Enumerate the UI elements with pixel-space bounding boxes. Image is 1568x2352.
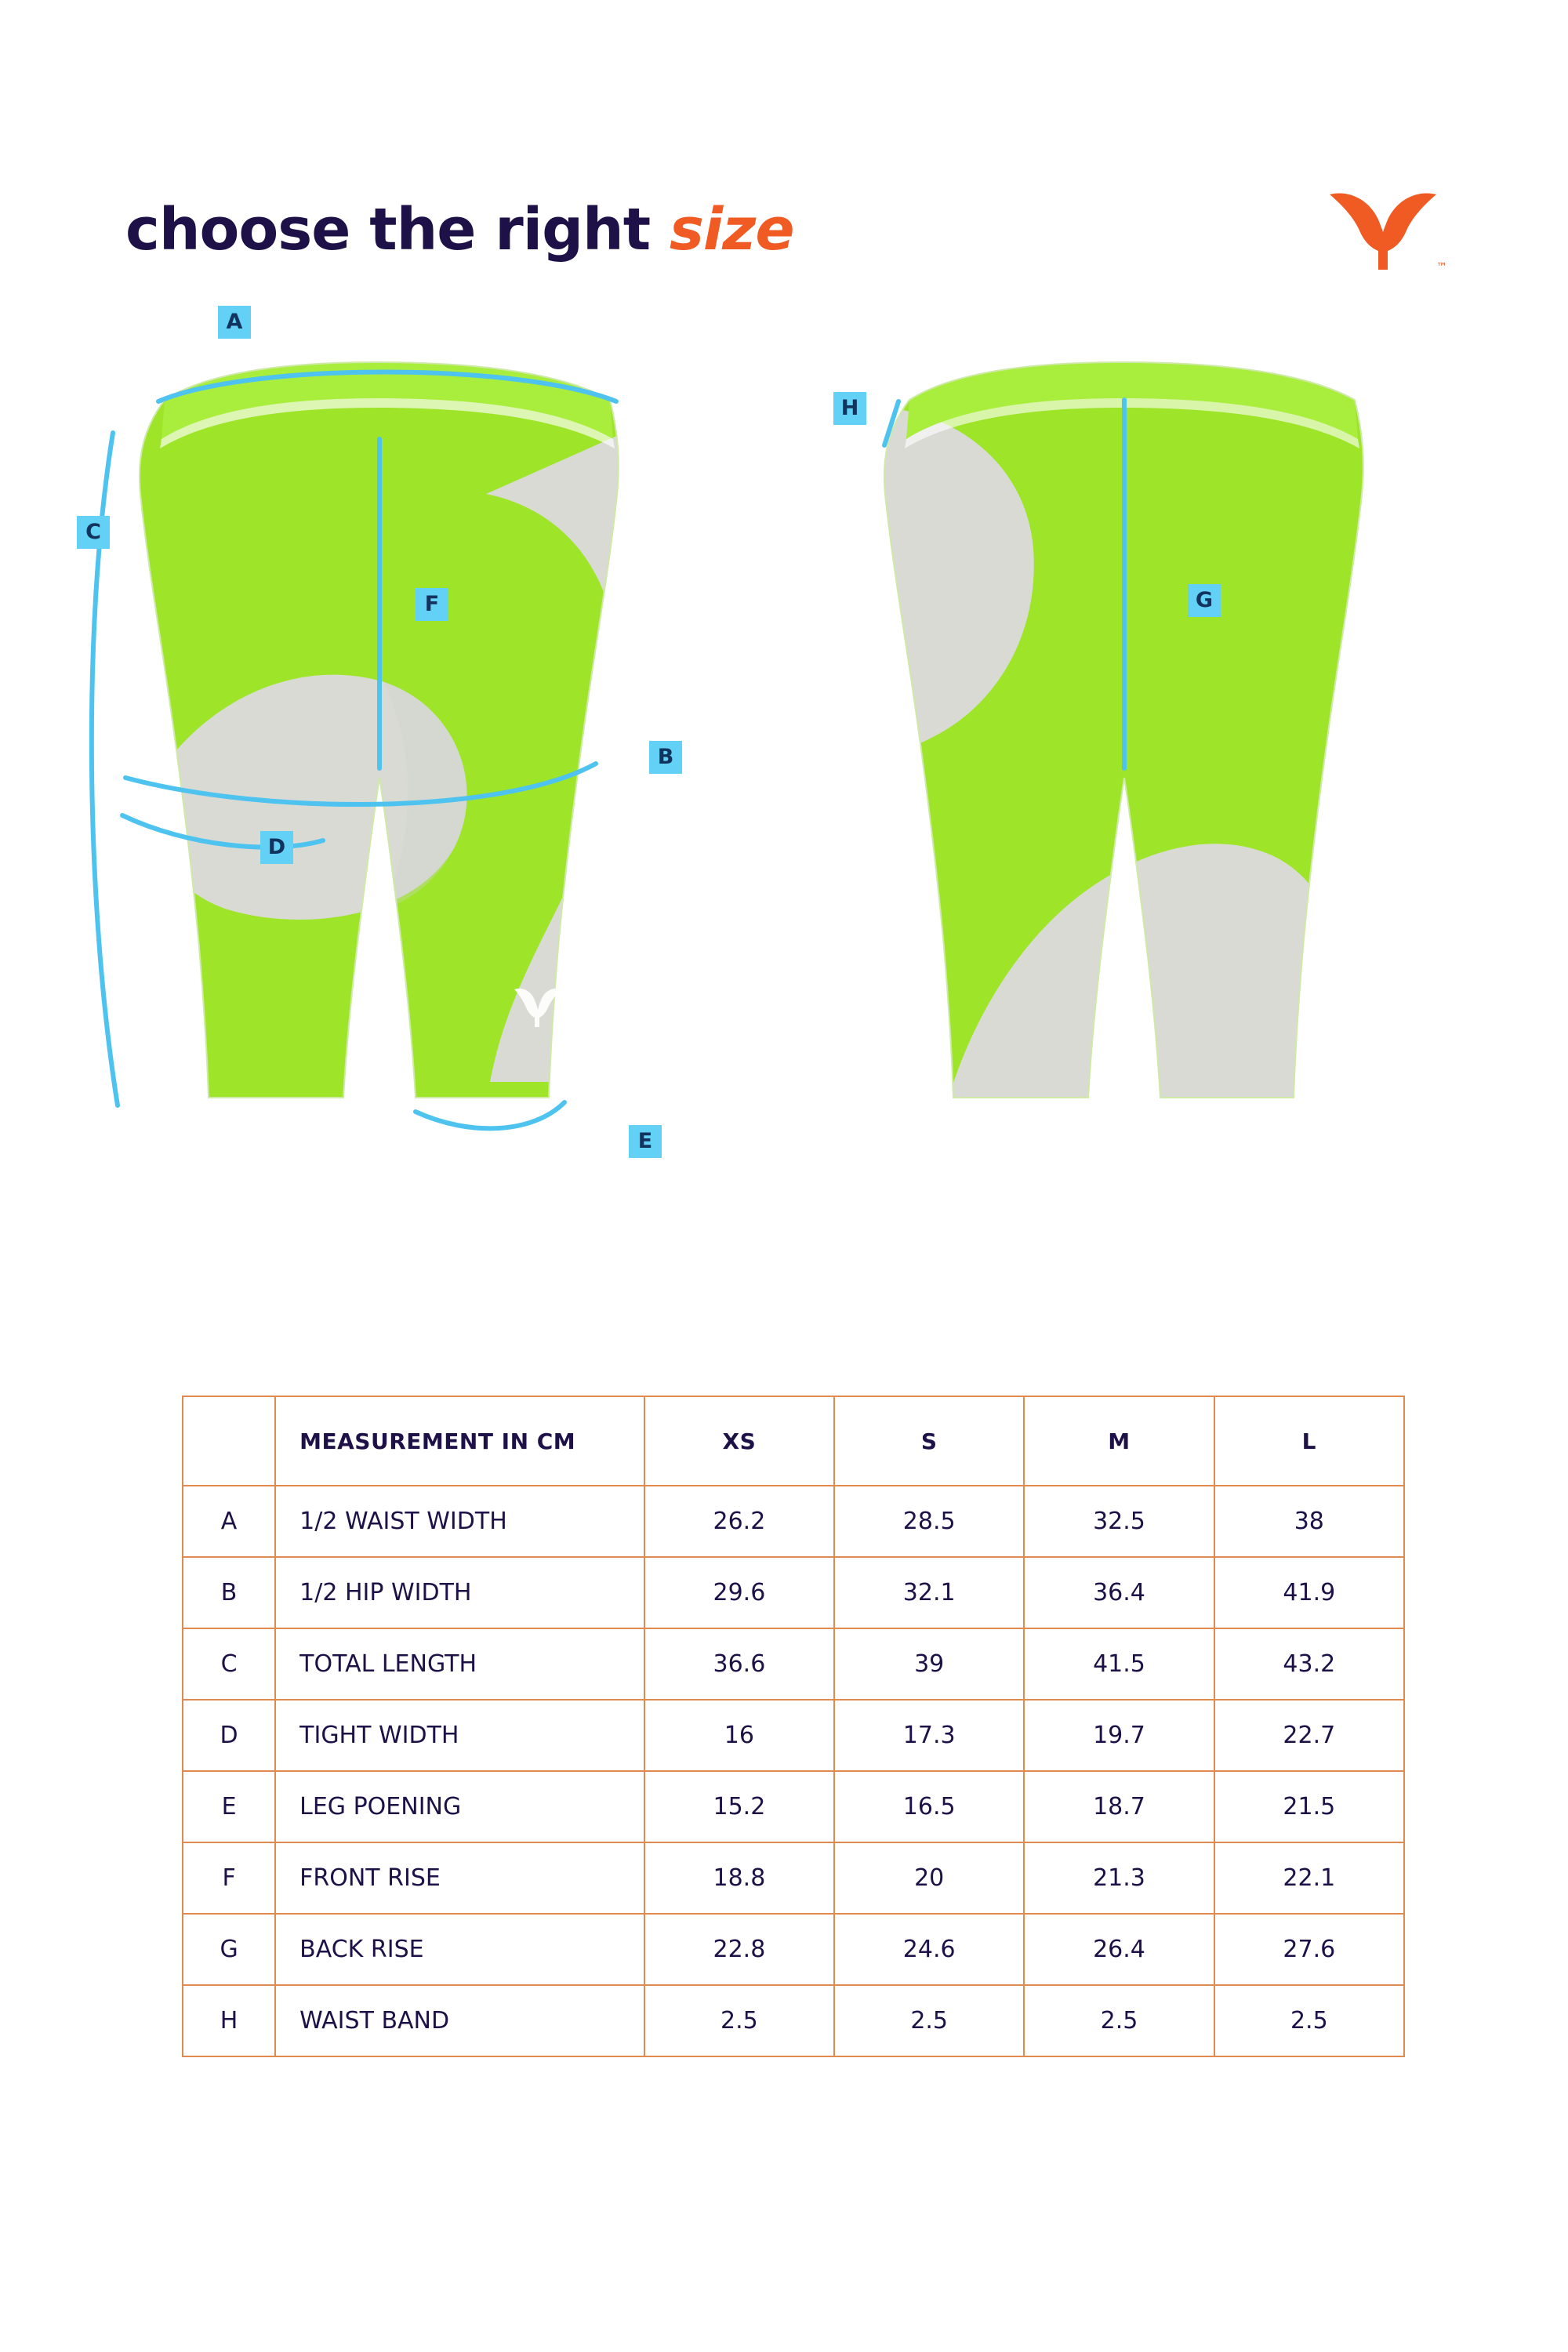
row-value-s: 28.5 bbox=[834, 1486, 1024, 1557]
row-value-s: 20 bbox=[834, 1842, 1024, 1914]
table-row bbox=[183, 1771, 1404, 1842]
row-key: E bbox=[183, 1771, 275, 1842]
row-value-m: 26.4 bbox=[1024, 1914, 1214, 1985]
row-key: B bbox=[183, 1557, 275, 1628]
header-measurement: MEASUREMENT IN CM bbox=[275, 1396, 644, 1486]
callout-e: E bbox=[629, 1125, 662, 1158]
row-label: LEG POENING bbox=[275, 1771, 644, 1842]
callout-f: F bbox=[416, 588, 448, 621]
table-row bbox=[183, 1842, 1404, 1914]
row-value-m: 36.4 bbox=[1024, 1557, 1214, 1628]
row-label: TIGHT WIDTH bbox=[275, 1700, 644, 1771]
row-value-l: 22.1 bbox=[1214, 1842, 1404, 1914]
shorts-front-view bbox=[125, 353, 643, 1121]
row-value-m: 21.3 bbox=[1024, 1842, 1214, 1914]
header-size-s: S bbox=[834, 1396, 1024, 1486]
callout-a: A bbox=[218, 306, 251, 339]
row-value-l: 43.2 bbox=[1214, 1628, 1404, 1700]
shorts-back-view bbox=[870, 353, 1388, 1121]
row-key: G bbox=[183, 1914, 275, 1985]
row-label: WAIST BAND bbox=[275, 1985, 644, 2056]
row-value-xs: 16 bbox=[644, 1700, 834, 1771]
header-key-blank bbox=[183, 1396, 275, 1486]
callout-b: B bbox=[649, 741, 682, 774]
size-table bbox=[182, 1396, 1405, 2057]
row-key: F bbox=[183, 1842, 275, 1914]
row-key: C bbox=[183, 1628, 275, 1700]
line-e-leg-opening bbox=[416, 1102, 564, 1128]
table-row bbox=[183, 1914, 1404, 1985]
table-row bbox=[183, 1985, 1404, 2056]
callout-d: D bbox=[260, 831, 293, 864]
row-value-xs: 29.6 bbox=[644, 1557, 834, 1628]
table-row bbox=[183, 1628, 1404, 1700]
row-value-xs: 22.8 bbox=[644, 1914, 834, 1985]
row-value-xs: 18.8 bbox=[644, 1842, 834, 1914]
row-value-xs: 36.6 bbox=[644, 1628, 834, 1700]
page-title bbox=[125, 196, 794, 263]
trademark-symbol: ™ bbox=[1436, 261, 1447, 274]
row-value-m: 32.5 bbox=[1024, 1486, 1214, 1557]
row-value-s: 17.3 bbox=[834, 1700, 1024, 1771]
row-value-m: 2.5 bbox=[1024, 1985, 1214, 2056]
size-table-wrapper bbox=[182, 1396, 1405, 2057]
row-value-xs: 26.2 bbox=[644, 1486, 834, 1557]
row-value-s: 2.5 bbox=[834, 1985, 1024, 2056]
row-value-s: 24.6 bbox=[834, 1914, 1024, 1985]
row-label: 1/2 WAIST WIDTH bbox=[275, 1486, 644, 1557]
row-label: TOTAL LENGTH bbox=[275, 1628, 644, 1700]
row-label: 1/2 HIP WIDTH bbox=[275, 1557, 644, 1628]
page-header bbox=[125, 196, 1447, 290]
header-size-xs: XS bbox=[644, 1396, 834, 1486]
page-title-main: choose the right bbox=[125, 196, 670, 263]
table-row bbox=[183, 1700, 1404, 1771]
callout-g: G bbox=[1188, 584, 1221, 617]
row-value-s: 39 bbox=[834, 1628, 1024, 1700]
row-label: BACK RISE bbox=[275, 1914, 644, 1985]
row-key: D bbox=[183, 1700, 275, 1771]
row-value-xs: 15.2 bbox=[644, 1771, 834, 1842]
row-value-s: 32.1 bbox=[834, 1557, 1024, 1628]
row-value-m: 19.7 bbox=[1024, 1700, 1214, 1771]
page-title-accent: size bbox=[669, 196, 794, 263]
row-value-xs: 2.5 bbox=[644, 1985, 834, 2056]
header-size-m: M bbox=[1024, 1396, 1214, 1486]
row-value-l: 38 bbox=[1214, 1486, 1404, 1557]
garment-illustration bbox=[47, 310, 1521, 1364]
row-value-l: 21.5 bbox=[1214, 1771, 1404, 1842]
whale-tail-logo bbox=[1325, 188, 1447, 278]
row-value-m: 41.5 bbox=[1024, 1628, 1214, 1700]
table-row bbox=[183, 1557, 1404, 1628]
row-label: FRONT RISE bbox=[275, 1842, 644, 1914]
row-value-l: 41.9 bbox=[1214, 1557, 1404, 1628]
row-value-l: 27.6 bbox=[1214, 1914, 1404, 1985]
callout-h: H bbox=[833, 392, 866, 425]
row-key: A bbox=[183, 1486, 275, 1557]
row-key: H bbox=[183, 1985, 275, 2056]
row-value-m: 18.7 bbox=[1024, 1771, 1214, 1842]
row-value-s: 16.5 bbox=[834, 1771, 1024, 1842]
row-value-l: 2.5 bbox=[1214, 1985, 1404, 2056]
table-header-row bbox=[183, 1396, 1404, 1486]
table-row bbox=[183, 1486, 1404, 1557]
header-size-l: L bbox=[1214, 1396, 1404, 1486]
row-value-l: 22.7 bbox=[1214, 1700, 1404, 1771]
callout-c: C bbox=[77, 516, 110, 549]
